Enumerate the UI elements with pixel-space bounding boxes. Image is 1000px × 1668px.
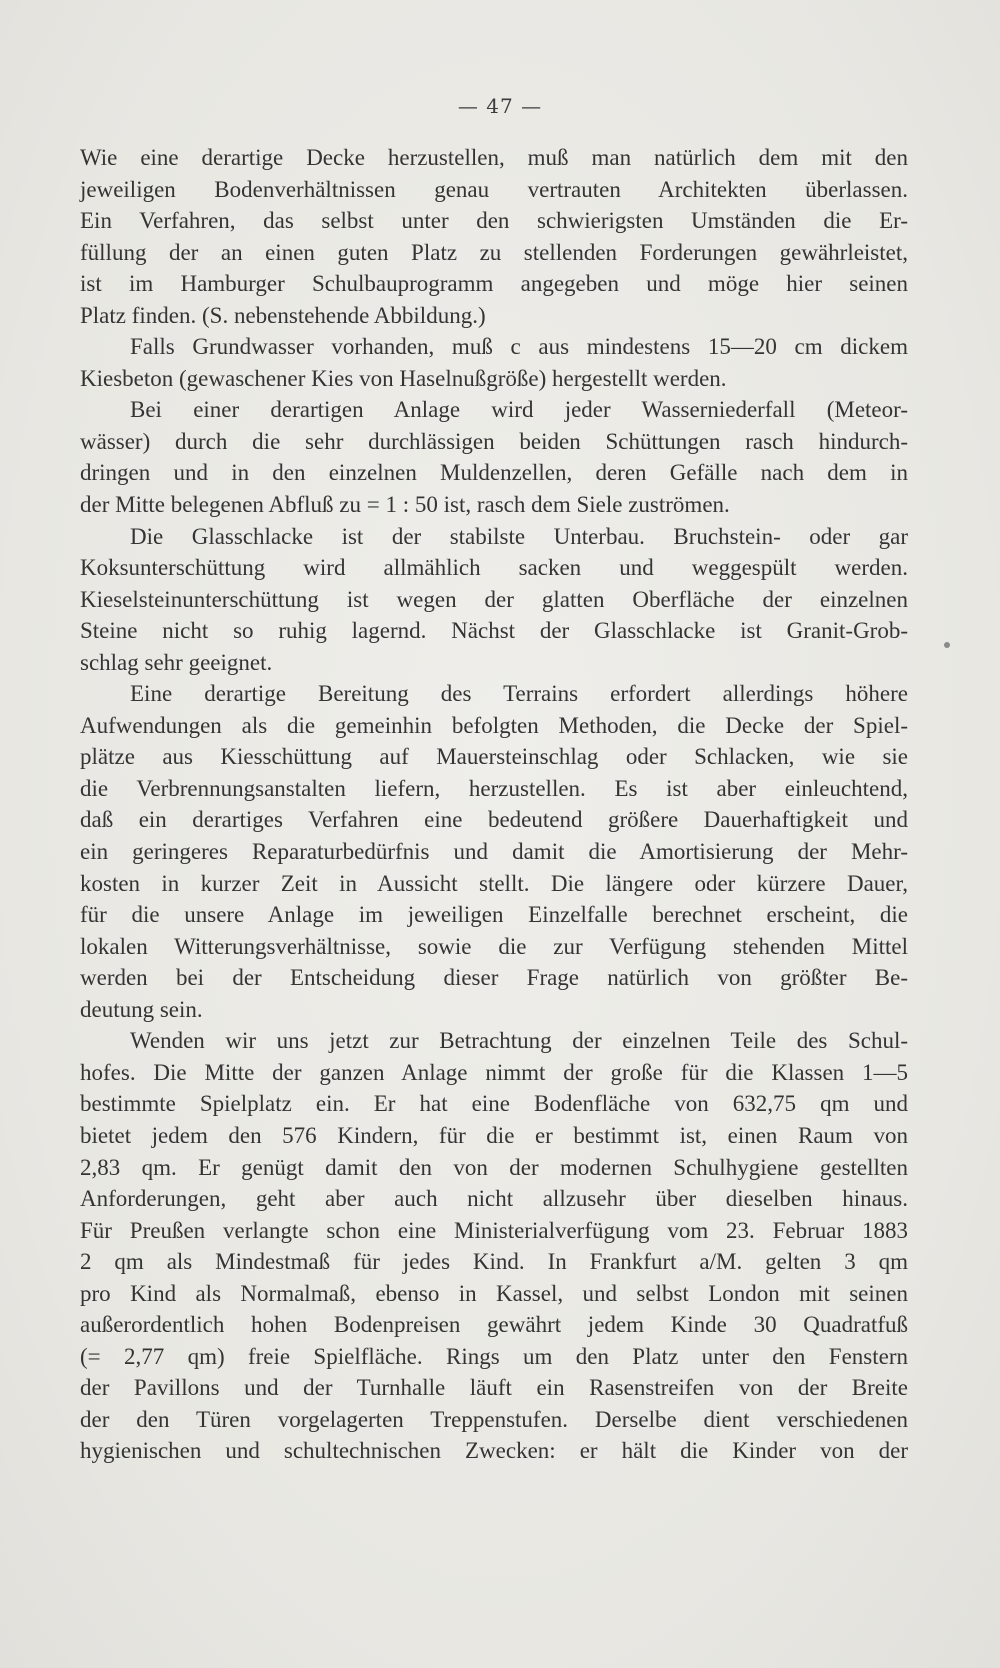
text-line: schlag sehr geeignet. (80, 649, 273, 675)
text-line: wässer) durch die sehr durchlässigen beiden Schüttungen rasch hindurch- (80, 428, 908, 454)
text-line: Steine nicht so ruhig lagernd. Nächst der Glasschlacke ist Granit-Grob- (80, 618, 908, 644)
text-line: Bei einer derartigen Anlage wird jeder Wasserniederfall (Meteor- (130, 397, 908, 423)
text-line: bietet jedem den 576 Kindern, für die er bestimmt ist, einen Raum von (80, 1122, 908, 1148)
text-line: der Mitte belegenen Abfluß zu = 1 : 50 ist, rasch dem Siele zuströmen. (80, 492, 730, 518)
text-line: Koksunterschüttung wird allmählich sacken und weggespült werden. (80, 555, 908, 581)
text-line: Kiesbeton (gewaschener Kies von Haselnußgröße) hergestellt werden. (80, 365, 727, 391)
text-line: 2,83 qm. Er genügt damit den von der modernen Schulhygiene gestellten (80, 1154, 908, 1180)
text-line: dringen und in den einzelnen Muldenzellen, deren Gefälle nach dem in (80, 460, 908, 486)
text-line: werden bei der Entscheidung dieser Frage natürlich von größter Be- (80, 965, 908, 991)
text-line: hofes. Die Mitte der ganzen Anlage nimmt der große für die Klassen 1—5 (80, 1059, 908, 1085)
text-line: Ein Verfahren, das selbst unter den schwierigsten Umständen die Er- (80, 208, 908, 234)
text-line: Für Preußen verlangte schon eine Ministerialverfügung vom 23. Februar 1883 (80, 1217, 908, 1243)
paragraph-4 (80, 521, 908, 679)
paragraph-6 (80, 1025, 908, 1467)
text-line: daß ein derartiges Verfahren eine bedeutend größere Dauerhaftigkeit und (80, 807, 908, 833)
text-line: ein geringeres Reparaturbedürfnis und damit die Amortisierung der Mehr- (80, 839, 908, 865)
text-line: außerordentlich hohen Bodenpreisen gewährt jedem Kinde 30 Quadratfuß (80, 1312, 908, 1338)
page-number: — 47 — (457, 94, 543, 118)
paragraph-1 (80, 142, 908, 331)
paragraph-3 (80, 394, 908, 520)
text-line: Kieselsteinunterschüttung ist wegen der glatten Oberfläche der einzelnen (80, 586, 908, 612)
paragraph-5 (80, 678, 908, 1025)
text-line: Anforderungen, geht aber auch nicht allzusehr über dieselben hinaus. (80, 1186, 908, 1212)
body-text (80, 142, 908, 1467)
text-line: lokalen Witterungsverhältnisse, sowie die zur Verfügung stehenden Mittel (80, 933, 908, 959)
text-line: plätze aus Kiesschüttung auf Mauersteinschlag oder Schlacken, wie sie (80, 744, 908, 770)
text-line: Falls Grundwasser vorhanden, muß c aus mindestens 15—20 cm dickem (130, 334, 908, 360)
text-line: Platz finden. (S. nebenstehende Abbildung.) (80, 302, 486, 328)
margin-ink-dot (944, 642, 950, 648)
text-line: Wenden wir uns jetzt zur Betrachtung der einzelnen Teile des Schul- (130, 1028, 908, 1054)
text-line: Eine derartige Bereitung des Terrains erfordert allerdings höhere (130, 681, 908, 707)
text-line: 2 qm als Mindestmaß für jedes Kind. In Frankfurt a/M. gelten 3 qm (80, 1249, 908, 1275)
text-line: hygienischen und schultechnischen Zwecken: er hält die Kinder von der (80, 1438, 908, 1464)
text-line: bestimmte Spielplatz ein. Er hat eine Bodenfläche von 632,75 qm und (80, 1091, 908, 1117)
text-line: Wie eine derartige Decke herzustellen, muß man natürlich dem mit den (80, 145, 908, 170)
text-line: füllung der an einen guten Platz zu stellenden Forderungen gewährleistet, (80, 239, 908, 265)
text-line: für die unsere Anlage im jeweiligen Einzelfalle berechnet erscheint, die (80, 902, 908, 928)
text-line: deutung sein. (80, 996, 203, 1022)
text-line: Die Glasschlacke ist der stabilste Unterbau. Bruchstein- oder gar (130, 523, 908, 549)
text-line: (= 2,77 qm) freie Spielfläche. Rings um den Platz unter den Fenstern (80, 1343, 908, 1369)
text-line: der den Türen vorgelagerten Treppenstufen. Derselbe dient verschiedenen (80, 1406, 908, 1432)
text-line: die Verbrennungsanstalten liefern, herzustellen. Es ist aber einleuchtend, (80, 775, 908, 801)
text-line: pro Kind als Normalmaß, ebenso in Kassel, und selbst London mit seinen (80, 1280, 908, 1306)
text-line: der Pavillons und der Turnhalle läuft ein Rasenstreifen von der Breite (80, 1375, 908, 1401)
text-line: jeweiligen Bodenverhältnissen genau vertrauten Architekten überlassen. (80, 176, 908, 202)
text-line: ist im Hamburger Schulbauprogramm angegeben und möge hier seinen (80, 271, 908, 297)
text-line: Aufwendungen als die gemeinhin befolgten Methoden, die Decke der Spiel- (80, 712, 908, 738)
text-line: kosten in kurzer Zeit in Aussicht stellt. Die längere oder kürzere Dauer, (80, 870, 908, 896)
paragraph-2 (80, 331, 908, 394)
